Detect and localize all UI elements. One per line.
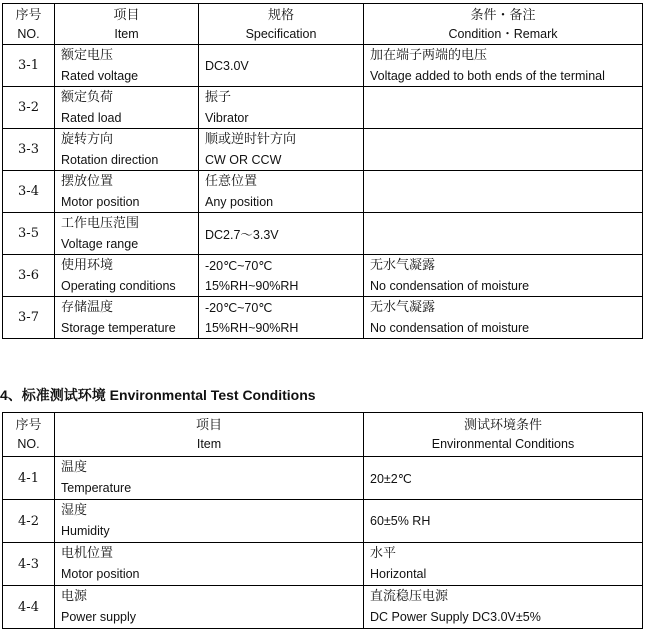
row-number: 4-3 — [3, 543, 55, 586]
table-row — [3, 213, 643, 255]
table-row — [3, 297, 643, 339]
row-number: 3-3 — [3, 129, 55, 171]
row-number: 3-2 — [3, 87, 55, 129]
table-row — [3, 255, 643, 297]
item-cell: 摆放位置 Motor position — [55, 171, 199, 213]
header-item: 项目 Item — [55, 4, 199, 45]
condition-cell: 60±5% RH — [364, 500, 643, 543]
header-no: 序号 NO. — [3, 4, 55, 45]
condition-cell: 水平 Horizontal — [364, 543, 643, 586]
header-no: 序号 NO. — [3, 413, 55, 457]
row-number: 4-1 — [3, 457, 55, 500]
section-heading: 4、标准测试环境 Environmental Test Conditions — [0, 387, 316, 403]
header-item: 项目 Item — [55, 413, 364, 457]
table-row — [3, 45, 643, 87]
item-cell: 使用环境 Operating conditions — [55, 255, 199, 297]
item-cell: 湿度 Humidity — [55, 500, 364, 543]
header-environmental-conditions: 测试环境条件 Environmental Conditions — [364, 413, 643, 457]
item-cell: 额定负荷 Rated load — [55, 87, 199, 129]
table-row — [3, 87, 643, 129]
row-number: 3-6 — [3, 255, 55, 297]
specification-cell: DC3.0V — [199, 45, 364, 87]
condition-cell — [364, 129, 643, 171]
specification-table — [2, 3, 643, 339]
row-number: 3-1 — [3, 45, 55, 87]
specification-cell: -20℃~70℃ 15%RH~90%RH — [199, 255, 364, 297]
condition-cell: 加在端子两端的电压 Voltage added to both ends of the terminal — [364, 45, 643, 87]
item-cell: 温度 Temperature — [55, 457, 364, 500]
table-row — [3, 129, 643, 171]
condition-cell: 无水气凝露 No condensation of moisture — [364, 297, 643, 339]
specification-cell: 顺或逆时针方向 CW OR CCW — [199, 129, 364, 171]
condition-cell — [364, 213, 643, 255]
condition-cell — [364, 171, 643, 213]
condition-cell: 直流稳压电源 DC Power Supply DC3.0V±5% — [364, 586, 643, 629]
table-header-row — [3, 4, 643, 45]
row-number: 4-2 — [3, 500, 55, 543]
item-cell: 额定电压 Rated voltage — [55, 45, 199, 87]
table-row — [3, 500, 643, 543]
table-header-row — [3, 413, 643, 457]
specification-cell: DC2.7～3.3V — [199, 213, 364, 255]
item-cell: 电源 Power supply — [55, 586, 364, 629]
specification-cell: 振子 Vibrator — [199, 87, 364, 129]
item-cell: 旋转方向 Rotation direction — [55, 129, 199, 171]
specification-cell: 任意位置 Any position — [199, 171, 364, 213]
item-cell: 电机位置 Motor position — [55, 543, 364, 586]
header-specification: 规格 Specification — [199, 4, 364, 45]
table-row — [3, 586, 643, 629]
table-row — [3, 543, 643, 586]
condition-cell — [364, 87, 643, 129]
specification-cell: -20℃~70℃ 15%RH~90%RH — [199, 297, 364, 339]
row-number: 3-4 — [3, 171, 55, 213]
table-row — [3, 171, 643, 213]
header-condition: 条件・备注 Condition・Remark — [364, 4, 643, 45]
row-number: 3-7 — [3, 297, 55, 339]
item-cell: 存储温度 Storage temperature — [55, 297, 199, 339]
environmental-conditions-table — [2, 412, 643, 629]
row-number: 3-5 — [3, 213, 55, 255]
condition-cell: 20±2℃ — [364, 457, 643, 500]
item-cell: 工作电压范围 Voltage range — [55, 213, 199, 255]
table-row — [3, 457, 643, 500]
condition-cell: 无水气凝露 No condensation of moisture — [364, 255, 643, 297]
row-number: 4-4 — [3, 586, 55, 629]
